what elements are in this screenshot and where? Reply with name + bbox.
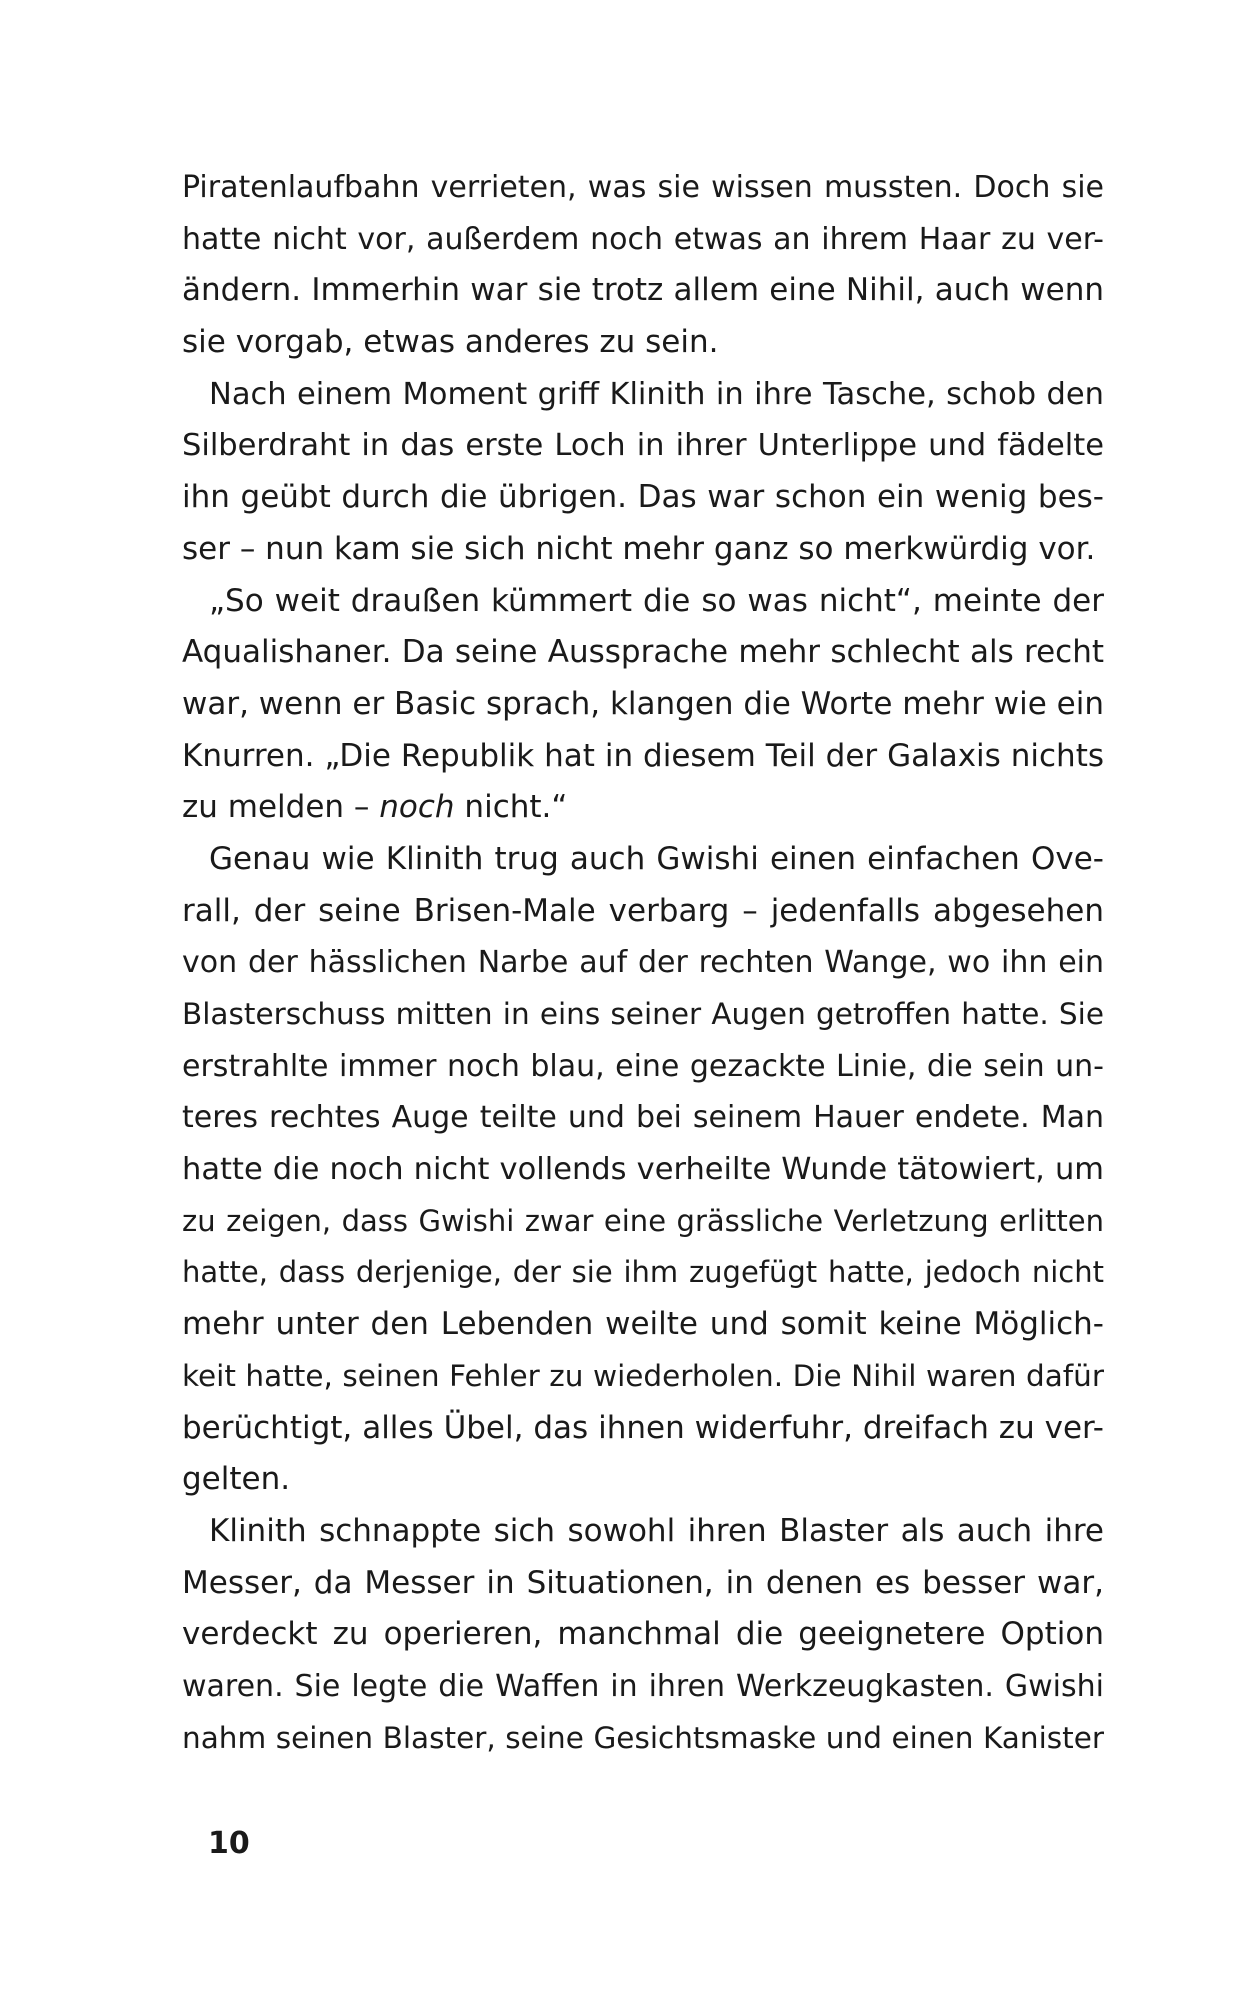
text-line: Nach einem Moment griff Klinith in ihre Tasche, schob den [209, 376, 1104, 412]
text-line: ihn geübt durch die übrigen. Das war schon ein wenig bes- [182, 479, 1104, 516]
text-segment: zu melden – [182, 789, 380, 826]
text-line: mehr unter den Lebenden weilte und somit keine Möglich- [182, 1306, 1104, 1343]
text-segment: nicht.“ [454, 789, 568, 826]
text-line: Genau wie Klinith trug auch Gwishi einen einfachen Ove- [209, 840, 1104, 877]
page-number: 10 [208, 1826, 250, 1861]
text-line: war, wenn er Basic sprach, klangen die Worte mehr wie ein [182, 685, 1104, 722]
text-line: ser – nun kam sie sich nicht mehr ganz so merkwürdig vor. [182, 530, 1096, 567]
text-line: waren. Sie legte die Waffen in ihren Werkzeugkasten. Gwishi [182, 1668, 1104, 1704]
text-line: nahm seinen Blaster, seine Gesichtsmaske und einen Kanister [182, 1720, 1104, 1755]
text-line: zu zeigen, dass Gwishi zwar eine grässliche Verletzung erlitten [182, 1203, 1104, 1238]
text-line: Aqualishaner. Da seine Aussprache mehr schlecht als recht [182, 634, 1104, 671]
text-line: Klinith schnappte sich sowohl ihren Blaster als auch ihre [209, 1512, 1104, 1549]
text-line: „So weit draußen kümmert die so was nicht“, meinte der [209, 582, 1104, 619]
text-line: Knurren. „Die Republik hat in diesem Teil der Galaxis nichts [182, 737, 1104, 774]
text-line: rall, der seine Brisen-Male verbarg – jedenfalls abgesehen [182, 892, 1104, 929]
text-line: keit hatte, seinen Fehler zu wiederholen. Die Nihil waren dafür [182, 1358, 1104, 1393]
text-line: von der hässlichen Narbe auf der rechten Wange, wo ihn ein [182, 945, 1104, 981]
text-line [182, 782, 1104, 834]
text-line: hatte nicht vor, außerdem noch etwas an ihrem Haar zu ver- [182, 221, 1104, 257]
text-line: verdeckt zu operieren, manchmal die geeignetere Option [182, 1616, 1104, 1653]
text-line: Silberdraht in das erste Loch in ihrer Unterlippe und fädelte [182, 428, 1104, 464]
text-line: berüchtigt, alles Übel, das ihnen widerfuhr, dreifach zu ver- [182, 1409, 1104, 1446]
text-line: hatte die noch nicht vollends verheilte Wunde tätowiert, um [182, 1152, 1104, 1188]
body-text [182, 162, 1104, 1764]
text-line: teres rechtes Auge teilte und bei seinem Hauer endete. Man [182, 1100, 1104, 1136]
text-line: sie vorgab, etwas anderes zu sein. [182, 324, 719, 361]
text-line: ändern. Immerhin war sie trotz allem eine Nihil, auch wenn [182, 272, 1104, 309]
text-line: hatte, dass derjenige, der sie ihm zugefügt hatte, jedoch nicht [182, 1255, 1104, 1290]
text-line: Messer, da Messer in Situationen, in denen es besser war, [182, 1564, 1104, 1601]
text-line: Piratenlaufbahn verrieten, was sie wissen mussten. Doch sie [182, 170, 1104, 205]
text-line: Blasterschuss mitten in eins seiner Augen getroffen hatte. Sie [182, 997, 1104, 1031]
text-line: gelten. [182, 1461, 291, 1498]
emphasized-word: noch [379, 789, 455, 826]
text-line: erstrahlte immer noch blau, eine gezackte Linie, die sein un- [182, 1048, 1104, 1084]
